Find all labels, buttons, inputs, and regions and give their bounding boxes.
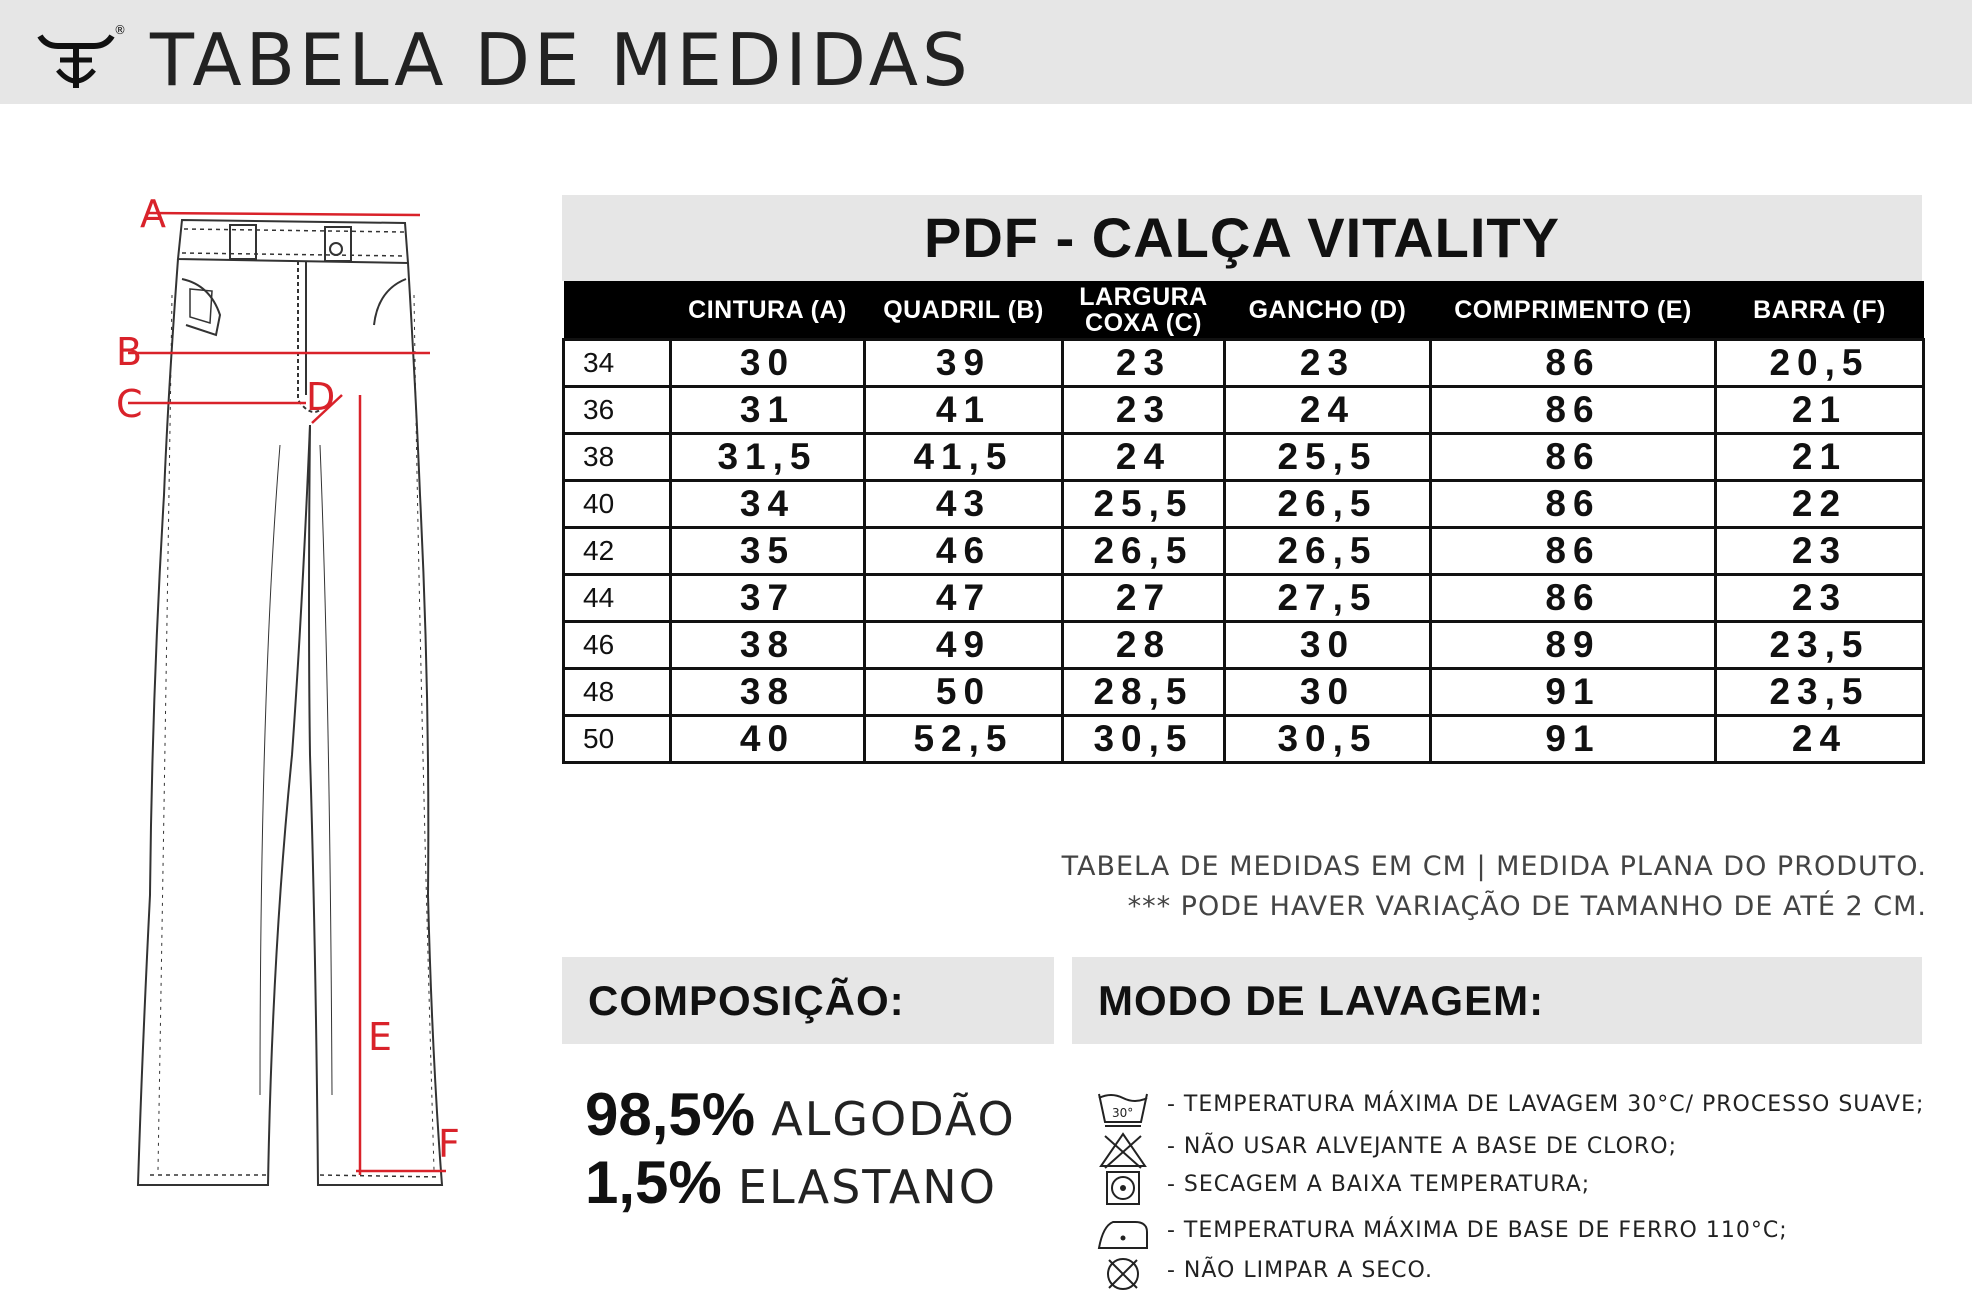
table-row [564, 575, 1924, 622]
measurement-cell: 30 [671, 340, 865, 387]
size-cell: 42 [564, 528, 671, 575]
column-header-size [564, 281, 671, 340]
wash-text: - SECAGEM A BAIXA TEMPERATURA; [1167, 1172, 1591, 1197]
measurement-cell: 30,5 [1225, 716, 1431, 763]
measurement-cell: 86 [1431, 340, 1716, 387]
wash-30-gentle-icon [1095, 1088, 1155, 1128]
size-table-section [562, 195, 1922, 764]
measurement-cell: 89 [1431, 622, 1716, 669]
marker-e: E [368, 1015, 393, 1059]
size-cell: 46 [564, 622, 671, 669]
wash-instruction [1095, 1214, 1935, 1254]
measurement-cell: 30,5 [1063, 716, 1225, 763]
registered-mark: ® [114, 23, 126, 37]
measurement-cell: 24 [1716, 716, 1924, 763]
table-header-row [564, 281, 1924, 340]
wash-text: - NÃO USAR ALVEJANTE A BASE DE CLORO; [1167, 1134, 1677, 1159]
column-header-barra: BARRA (F) [1716, 281, 1924, 340]
measurement-cell: 24 [1225, 387, 1431, 434]
measurement-cell: 21 [1716, 387, 1924, 434]
composition-material: ELASTANO [737, 1160, 997, 1214]
washing-heading: MODO DE LAVAGEM: [1072, 957, 1922, 1044]
column-header-cintura: CINTURA (A) [671, 281, 865, 340]
measurement-cell: 91 [1431, 716, 1716, 763]
table-row [564, 481, 1924, 528]
size-table [562, 281, 1925, 764]
note-line-1: TABELA DE MEDIDAS EM CM | MEDIDA PLANA DO PRODUTO. [1061, 851, 1927, 882]
composition-percent: 1,5% [585, 1149, 722, 1216]
measurement-cell: 23,5 [1716, 669, 1924, 716]
measurement-cell: 23,5 [1716, 622, 1924, 669]
measurement-cell: 23 [1225, 340, 1431, 387]
measurement-cell: 24 [1063, 434, 1225, 481]
wash-text: - TEMPERATURA MÁXIMA DE LAVAGEM 30°C/ PROCESSO SUAVE; [1167, 1092, 1925, 1117]
measurement-cell: 34 [671, 481, 865, 528]
size-cell: 50 [564, 716, 671, 763]
measurement-cell: 31,5 [671, 434, 865, 481]
composition-percent: 98,5% [585, 1081, 756, 1148]
measurement-cell: 25,5 [1225, 434, 1431, 481]
measurement-cell: 27,5 [1225, 575, 1431, 622]
measurement-cell: 30 [1225, 622, 1431, 669]
measurement-cell: 27 [1063, 575, 1225, 622]
measurement-cell: 38 [671, 622, 865, 669]
composition-material: ALGODÃO [771, 1092, 1016, 1146]
note-line-2: *** PODE HAVER VARIAÇÃO DE TAMANHO DE ATÉ 2 CM. [1127, 891, 1927, 922]
measurement-cell: 86 [1431, 387, 1716, 434]
measurement-notes [1062, 847, 1927, 927]
measurement-cell: 52,5 [865, 716, 1063, 763]
composition-heading: COMPOSIÇÃO: [562, 957, 1054, 1044]
iron-110-icon [1095, 1214, 1155, 1254]
measurement-cell: 41 [865, 387, 1063, 434]
measurement-cell: 47 [865, 575, 1063, 622]
measurement-cell: 30 [1225, 669, 1431, 716]
table-row [564, 528, 1924, 575]
table-row [564, 669, 1924, 716]
measurement-cell: 23 [1063, 387, 1225, 434]
measurement-cell: 41,5 [865, 434, 1063, 481]
marker-a: A [140, 192, 166, 236]
measurement-cell: 22 [1716, 481, 1924, 528]
measurement-cell: 38 [671, 669, 865, 716]
wash-text: - NÃO LIMPAR A SECO. [1167, 1258, 1433, 1283]
measurement-cell: 28 [1063, 622, 1225, 669]
measurement-cell: 25,5 [1063, 481, 1225, 528]
measurement-cell: 26,5 [1225, 528, 1431, 575]
column-header-comprimento: COMPRIMENTO (E) [1431, 281, 1716, 340]
tumble-dry-low-icon [1095, 1168, 1155, 1208]
page-title: TABELA DE MEDIDAS [150, 18, 972, 102]
table-row [564, 622, 1924, 669]
measurement-cell: 91 [1431, 669, 1716, 716]
wash-instruction [1095, 1088, 1935, 1128]
marker-c: C [116, 382, 143, 426]
measurement-cell: 21 [1716, 434, 1924, 481]
no-bleach-icon [1095, 1130, 1155, 1170]
size-cell: 34 [564, 340, 671, 387]
size-cell: 44 [564, 575, 671, 622]
measurement-cell: 86 [1431, 575, 1716, 622]
size-cell: 38 [564, 434, 671, 481]
measurement-cell: 20,5 [1716, 340, 1924, 387]
composition-item [585, 1150, 997, 1220]
wash-instruction [1095, 1254, 1935, 1294]
size-cell: 40 [564, 481, 671, 528]
measurement-cell: 31 [671, 387, 865, 434]
measurement-cell: 86 [1431, 434, 1716, 481]
composition-item [585, 1082, 1016, 1152]
table-row [564, 387, 1924, 434]
measurement-cell: 26,5 [1225, 481, 1431, 528]
size-cell: 48 [564, 669, 671, 716]
measurement-cell: 23 [1063, 340, 1225, 387]
column-header-quadril: QUADRIL (B) [865, 281, 1063, 340]
table-title: PDF - CALÇA VITALITY [562, 195, 1922, 281]
table-row [564, 340, 1924, 387]
table-row [564, 434, 1924, 481]
wash-temperature-label: 30° [1112, 1106, 1134, 1120]
measurement-cell: 43 [865, 481, 1063, 528]
pants-diagram [116, 192, 460, 1220]
measurement-cell: 50 [865, 669, 1063, 716]
page-header [0, 0, 1972, 104]
measurement-cell: 86 [1431, 528, 1716, 575]
measurement-cell: 40 [671, 716, 865, 763]
measurement-cell: 86 [1431, 481, 1716, 528]
wash-instruction [1095, 1130, 1935, 1170]
measurement-cell: 23 [1716, 528, 1924, 575]
size-cell: 36 [564, 387, 671, 434]
brand-bull-logo-icon [36, 22, 126, 94]
table-row [564, 716, 1924, 763]
measurement-cell: 35 [671, 528, 865, 575]
column-header-gancho: GANCHO (D) [1225, 281, 1431, 340]
marker-f: F [438, 1122, 460, 1166]
marker-d: D [306, 375, 336, 419]
measurement-cell: 28,5 [1063, 669, 1225, 716]
wash-text: - TEMPERATURA MÁXIMA DE BASE DE FERRO 110°C; [1167, 1218, 1788, 1243]
measurement-cell: 23 [1716, 575, 1924, 622]
measurement-cell: 49 [865, 622, 1063, 669]
measurement-cell: 46 [865, 528, 1063, 575]
no-dry-clean-icon [1095, 1254, 1155, 1294]
measurement-cell: 39 [865, 340, 1063, 387]
column-header-largura-coxa: LARGURA COXA (C) [1063, 281, 1225, 340]
marker-b: B [116, 330, 143, 374]
wash-instruction [1095, 1168, 1935, 1208]
measurement-cell: 26,5 [1063, 528, 1225, 575]
measurement-cell: 37 [671, 575, 865, 622]
